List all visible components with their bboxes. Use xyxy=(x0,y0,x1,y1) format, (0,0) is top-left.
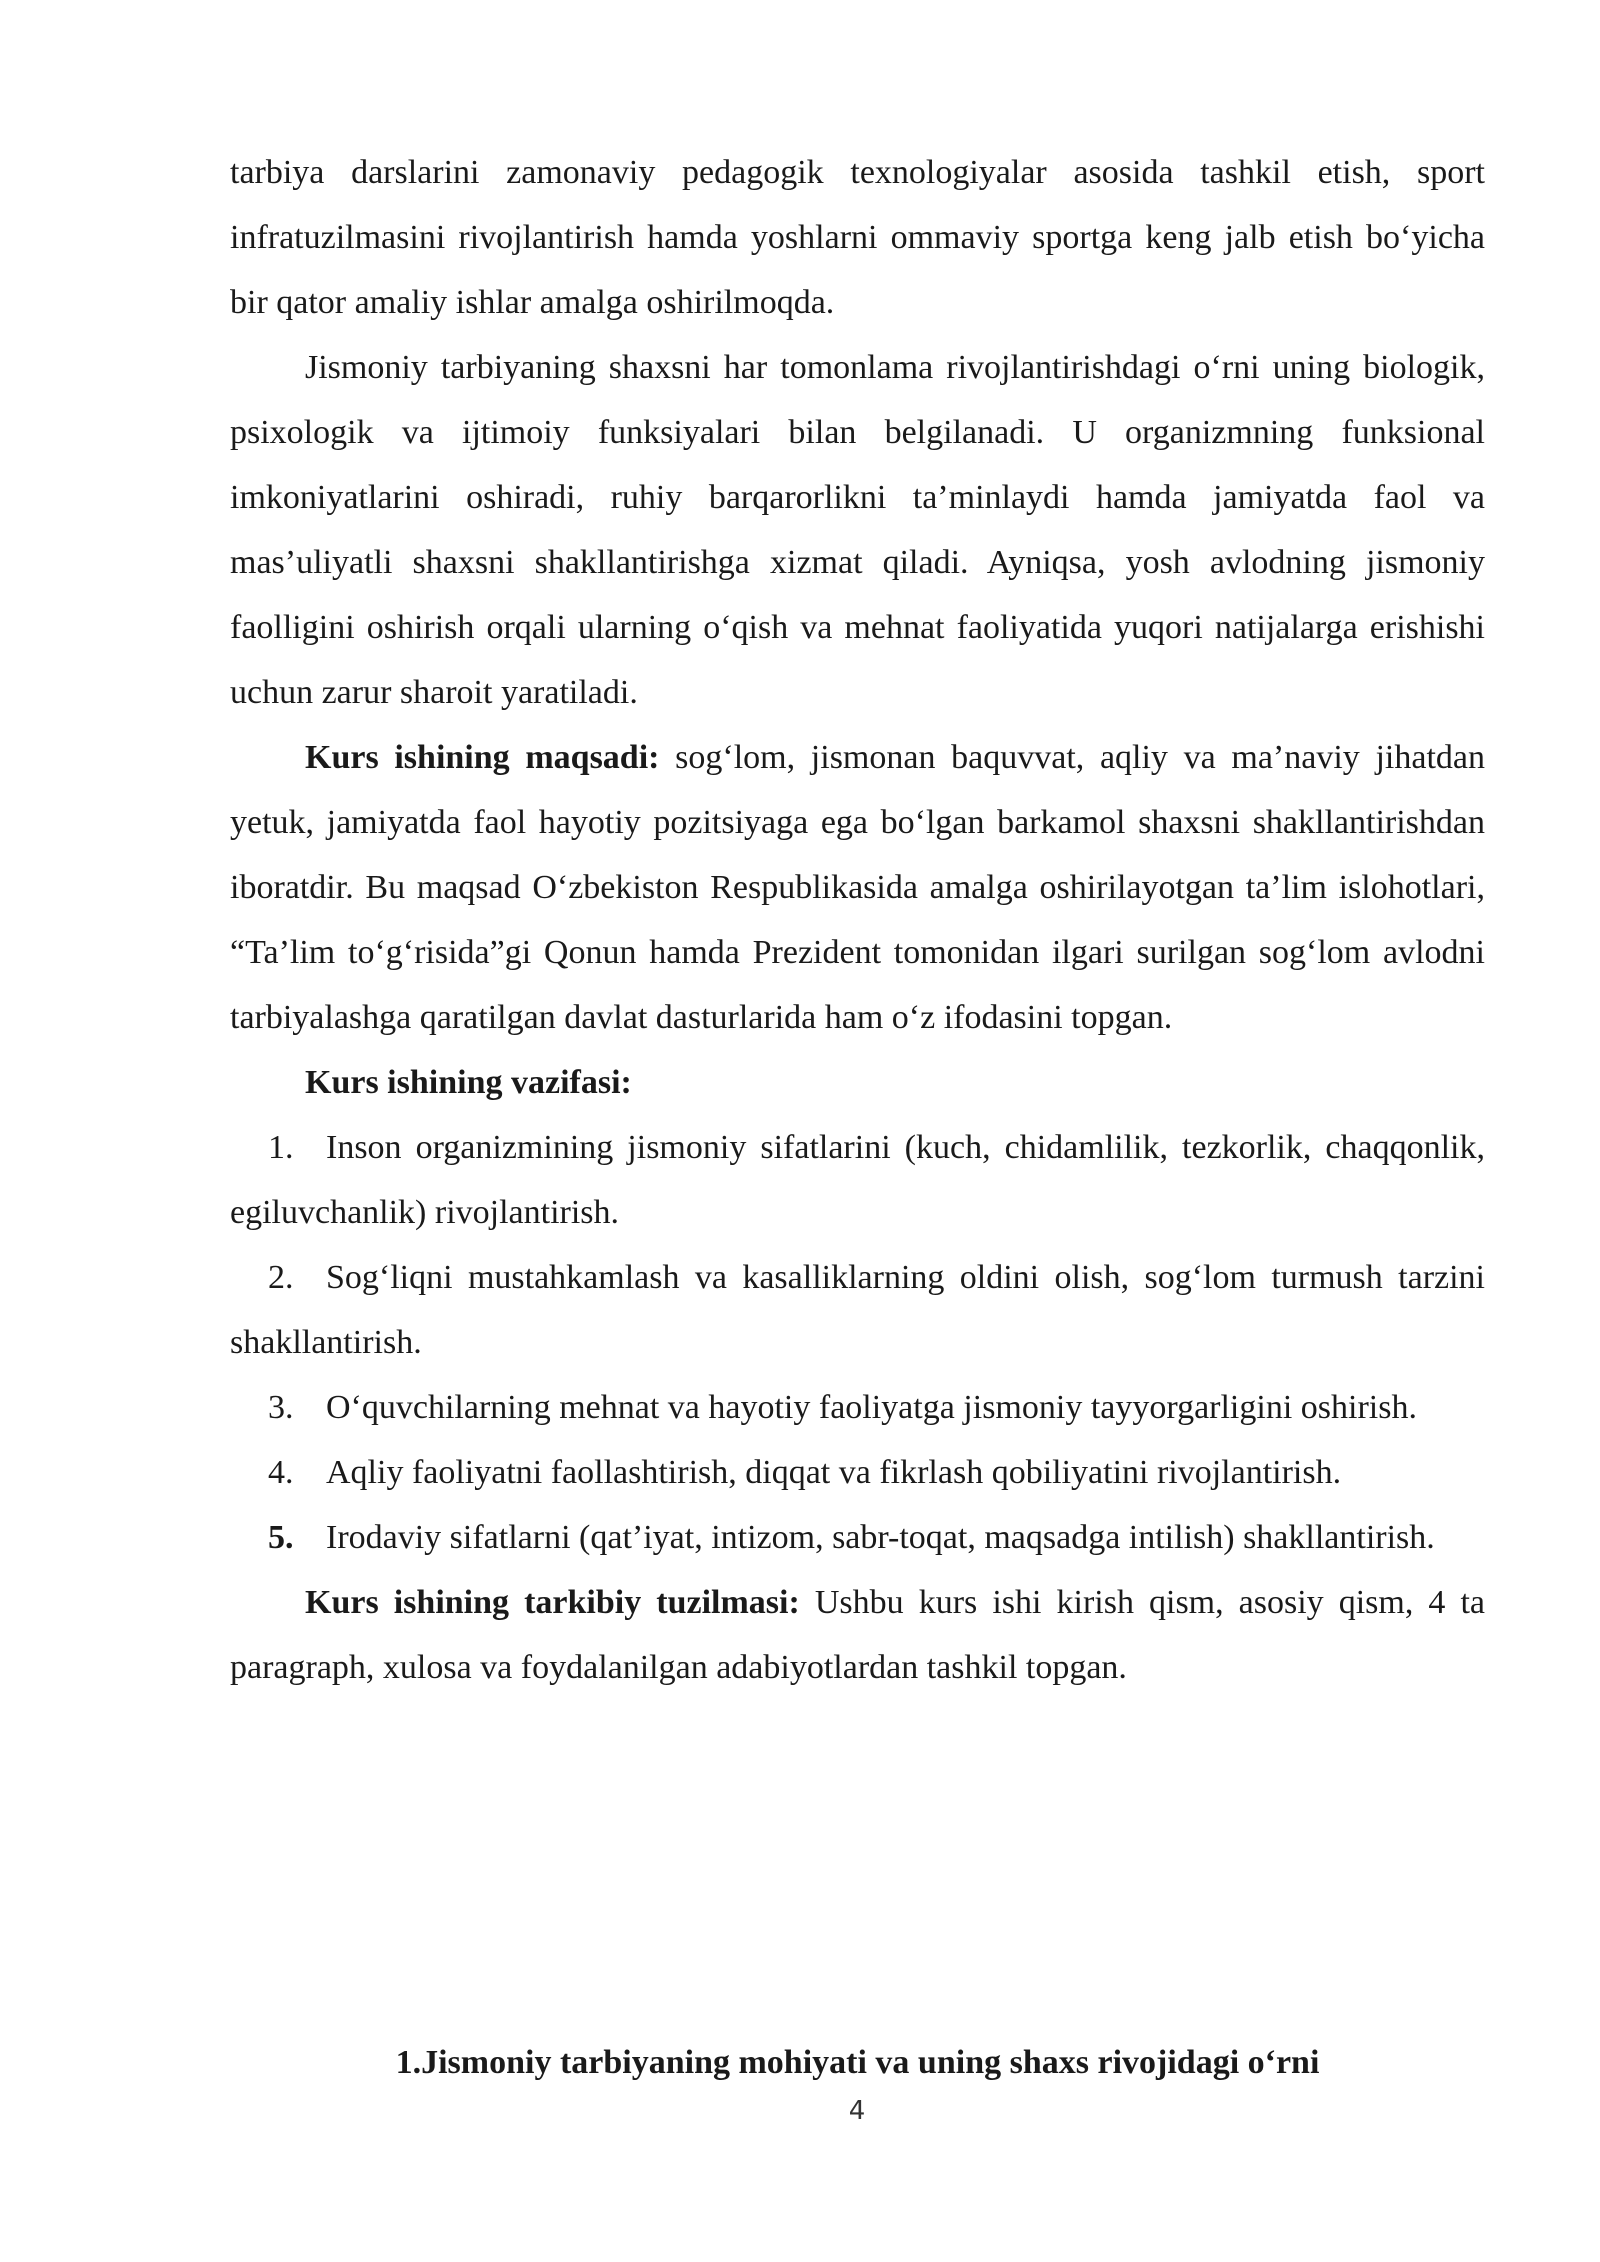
tasks-heading xyxy=(230,1050,1485,1115)
tasks-label: Kurs ishining vazifasi: xyxy=(305,1064,632,1101)
task-number: 5. xyxy=(268,1519,294,1556)
paragraph-role-of-physical-education: Jismoniy tarbiyaning shaxsni har tomonlama rivojlantirishdagi o‘rni uning biologik, psixologik va ijtimoiy funksiyalari bilan belgilanadi. U organizmning funksional imkoniyatlarini oshiradi, ruhiy barqarorlikni ta’minlaydi hamda jamiyatda faol va mas’uliyatli shaxsni shakllantirishga xizmat qiladi. Ayniqsa, yosh avlodning jismoniy faolligini oshirish orqali ularning o‘qish va mehnat faoliyatida yuqori natijalarga erishishi uchun zarur sharoit yaratiladi. xyxy=(230,349,1485,711)
task-text: Irodaviy sifatlarni (qat’iyat, intizom, sabr-toqat, maqsadga intilish) shakllantirish. xyxy=(326,1519,1435,1556)
task-number: 1. xyxy=(268,1129,294,1166)
task-number: 4. xyxy=(268,1454,294,1491)
section-heading: 1.Jismoniy tarbiyaning mohiyati va uning shaxs rivojidagi o‘rni xyxy=(395,2044,1320,2081)
paragraph-intro-continuation: tarbiya darslarini zamonaviy pedagogik texnologiyalar asosida tashkil etish, sport infratuzilmasini rivojlantirish hamda yoshlarni ommaviy sportga keng jalb etish bo‘yicha bir qator amaliy ishlar amalga oshirilmoqda. xyxy=(230,154,1485,321)
task-text: Aqliy faoliyatni faollashtirish, diqqat va fikrlash qobiliyatini rivojlantirish. xyxy=(326,1454,1342,1491)
structure-text: Ushbu kurs ishi kirish qism, asosiy qism, 4 ta paragraph, xulosa va foydalanilgan adabiyotlardan tashkil topgan. xyxy=(230,1584,1485,1686)
task-item-5 xyxy=(230,1505,1485,1570)
task-text: O‘quvchilarning mehnat va hayotiy faoliyatga jismoniy tayyorgarligini oshirish. xyxy=(326,1389,1417,1426)
goal-label: Kurs ishining maqsadi: xyxy=(305,739,660,776)
paragraph-goal xyxy=(230,725,1485,1050)
page-number: 4 xyxy=(848,2096,866,2126)
task-number: 3. xyxy=(268,1389,294,1426)
task-number: 2. xyxy=(268,1259,294,1296)
goal-text: sog‘lom, jismonan baquvvat, aqliy va ma’naviy jihatdan yetuk, jamiyatda faol hayotiy pozitsiyaga ega bo‘lgan barkamol shaxsni shakllantirishdan iboratdir. Bu maqsad O‘zbekiston Respublikasida amalga oshirilayotgan ta’lim islohotlari, “Ta’lim to‘g‘risida”gi Qonun hamda Prezident tomonidan ilgari surilgan sog‘lom avlodni tarbiyalashga qaratilgan davlat dasturlarida ham o‘z ifodasini topgan. xyxy=(230,739,1485,1036)
task-text: Inson organizmining jismoniy sifatlarini (kuch, chidamlilik, tezkorlik, chaqqonlik, egiluvchanlik) rivojlantirish. xyxy=(230,1129,1485,1231)
paragraph-structure xyxy=(230,1570,1485,1700)
task-text: Sog‘liqni mustahkamlash va kasalliklarning oldini olish, sog‘lom turmush tarzini shakllantirish. xyxy=(230,1259,1485,1361)
task-item-2 xyxy=(230,1245,1485,1375)
structure-label: Kurs ishining tarkibiy tuzilmasi: xyxy=(305,1584,800,1621)
document-body xyxy=(230,140,1485,1700)
task-item-3 xyxy=(230,1375,1485,1440)
task-item-4 xyxy=(230,1440,1485,1505)
task-item-1 xyxy=(230,1115,1485,1245)
